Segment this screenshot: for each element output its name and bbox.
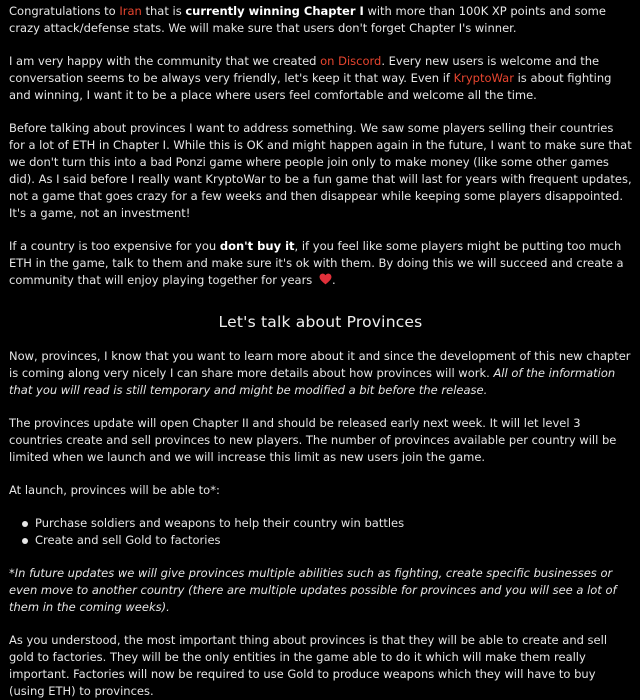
- paragraph-provinces-update: The provinces update will open Chapter II and should be released early next week. It will let level 3 countries create and sell provinces to new players. The number of provinces available per country will be limited when we launch and we will increase this limit as new users join the game.: [9, 416, 617, 464]
- italic-footnote: *In future updates we will give provinces multiple abilities such as fighting, create specific businesses or even move to another country (there are multiple updates possible for provinces and you will see a lot of them in the coming weeks).: [9, 566, 617, 614]
- text: .: [331, 273, 336, 287]
- paragraph-ponzi: Before talking about provinces I want to address something. We saw some players selling their countries for a lot of ETH in Chapter I. While this is OK and might happen again in the future, I want to make sure that we don't turn this into a bad Ponzi game where people join only to make money (like some other games did). As I said before I really want KryptoWar to be a fun game that will last for years with frequent updates, not a game that goes crazy for a few weeks and then disappear while keeping some players disappointed. It's a game, not an investment!: [9, 121, 632, 220]
- paragraph-future-updates: [9, 565, 632, 616]
- list-item: Purchase soldiers and weapons to help their country win battles: [35, 515, 632, 532]
- abilities-list: [9, 515, 632, 549]
- discord-link[interactable]: on Discord: [320, 54, 382, 68]
- list-item: Create and sell Gold to factories: [35, 532, 632, 549]
- paragraph-community: [9, 53, 632, 104]
- bold-text: currently winning Chapter I: [185, 4, 364, 18]
- kryptowar-link[interactable]: KryptoWar: [453, 71, 514, 85]
- section-heading-provinces: Let's talk about Provinces: [218, 313, 423, 331]
- text: that is: [141, 4, 186, 18]
- country-link-iran[interactable]: Iran: [119, 4, 142, 18]
- italic-note: All of the information that you will read is still temporary and might be modified a bit before the release.: [9, 366, 616, 397]
- text: If a country is too expensive for you: [9, 239, 220, 253]
- text: I am very happy with the community that we created: [9, 54, 321, 68]
- paragraph-provinces-intro: [9, 348, 632, 399]
- bold-text: don't buy it: [219, 239, 295, 253]
- text: Now, provinces, I know that you want to learn more about it and since the development of this new chapter is coming along very nicely I can share more details about how provinces will work.: [9, 349, 631, 380]
- text: , if you feel like some players might be putting too much ETH in the game, talk to them and make sure it's ok with them. By doing this we will succeed and create a community that will enjoy playing together for years: [9, 239, 624, 287]
- heart-icon: [319, 273, 332, 290]
- text: is about fighting and winning, I want it to be a place where users feel comfortable and welcome all the time.: [9, 71, 612, 102]
- paragraph-gold: As you understood, the most important thing about provinces is that they will be able to create and sell gold to factories. They will be the only entities in the game able to do it which will make them really important. Factories will now be required to use Gold to produce weapons which they will have to buy (using ETH) to provinces.: [9, 633, 608, 698]
- text: Congratulations to: [9, 4, 120, 18]
- text: . Every new users is welcome and the conversation seems to be always very friendly, let's keep it that way. Even if: [9, 54, 600, 85]
- text: with more than 100K XP points and some crazy attack/defense stats. We will make sure that users don't forget Chapter I's winner.: [9, 4, 606, 35]
- paragraph-winner: [9, 3, 632, 37]
- paragraph-dont-buy: [9, 238, 632, 290]
- paragraph-launch: At launch, provinces will be able to*:: [9, 483, 220, 497]
